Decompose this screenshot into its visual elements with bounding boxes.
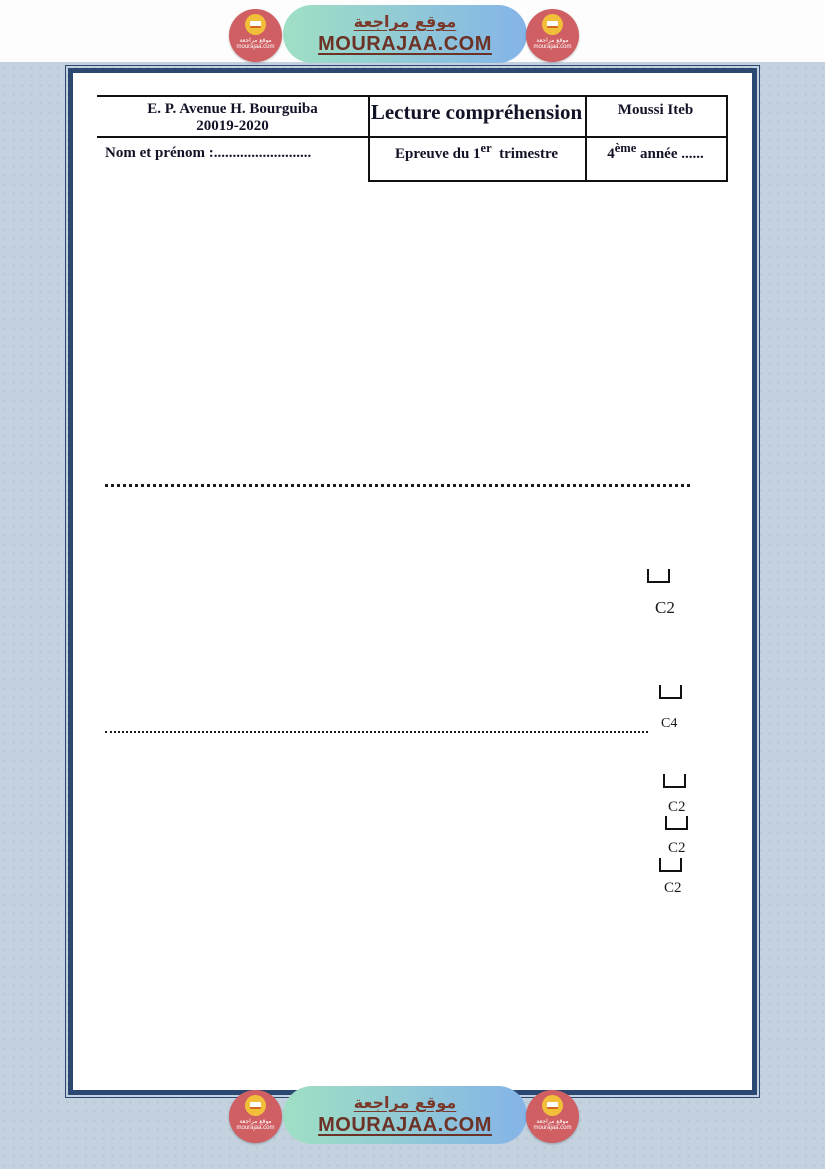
qb-score bbox=[661, 716, 677, 732]
bottom-left-badge bbox=[229, 1090, 282, 1143]
banner-site-link[interactable]: MOURAJAA.COM bbox=[318, 1114, 492, 1136]
book-logo-icon bbox=[245, 14, 266, 35]
badge-site-label: mourajaa.com bbox=[236, 44, 275, 50]
q1-score-box bbox=[647, 569, 670, 583]
exam-label: Epreuve du 1 bbox=[394, 146, 481, 162]
badge-site-label: mourajaa.com bbox=[533, 1125, 572, 1131]
q2-score-3 bbox=[664, 880, 682, 897]
q2-score-box-3 bbox=[659, 858, 682, 872]
table-row-divider bbox=[97, 136, 728, 138]
bottom-banner bbox=[283, 1086, 527, 1144]
subject-title: Lecture compréhension bbox=[370, 100, 583, 124]
teacher-name: Moussi Iteb bbox=[617, 102, 694, 118]
qb-answer-line bbox=[105, 731, 648, 733]
q1-score bbox=[655, 598, 675, 618]
grade-label-rest: année ...... bbox=[636, 146, 704, 162]
school-cell bbox=[97, 101, 368, 135]
banner-site-link[interactable]: MOURAJAA.COM bbox=[318, 33, 492, 55]
exam-cell bbox=[368, 141, 585, 163]
q2-score-2 bbox=[668, 840, 686, 857]
grade-superscript: ème bbox=[614, 141, 637, 155]
teacher-cell bbox=[585, 102, 726, 119]
badge-site-label: mourajaa.com bbox=[533, 44, 572, 50]
name-field bbox=[105, 145, 368, 162]
school-year: 20019-2020 bbox=[196, 118, 269, 134]
banner-arabic-title: موقع مراجعة bbox=[353, 12, 457, 31]
bottom-right-badge bbox=[526, 1090, 579, 1143]
table-right-border bbox=[726, 95, 728, 182]
book-logo-icon bbox=[542, 14, 563, 35]
badge-site-label: mourajaa.com bbox=[236, 1125, 275, 1131]
banner-arabic-title: موقع مراجعة bbox=[353, 1093, 457, 1112]
q2-score-1-text: C2 bbox=[668, 799, 686, 815]
name-label: Nom et prénom :.......................... bbox=[105, 145, 312, 161]
dotted-separator bbox=[105, 484, 690, 487]
grade-number: 4 bbox=[607, 146, 615, 162]
school-name: E. P. Avenue H. Bourguiba bbox=[147, 101, 318, 117]
table-top-border bbox=[97, 95, 728, 97]
subject-cell bbox=[368, 100, 585, 125]
qb-score-box bbox=[659, 685, 682, 699]
qb-score-text: C4 bbox=[661, 716, 678, 731]
top-right-badge bbox=[526, 9, 579, 62]
book-logo-icon bbox=[245, 1095, 266, 1116]
exam-superscript: er bbox=[480, 141, 492, 155]
book-logo-icon bbox=[542, 1095, 563, 1116]
badge-arabic-label: موقع مراجعة bbox=[239, 37, 272, 44]
table-bottom-border bbox=[368, 180, 728, 182]
exam-label-rest: trimestre bbox=[491, 146, 559, 162]
grade-cell bbox=[585, 141, 726, 163]
badge-arabic-label: موقع مراجعة bbox=[239, 1118, 272, 1125]
q2-score-1 bbox=[668, 799, 686, 816]
q2-score-3-text: C2 bbox=[664, 880, 682, 896]
q2-score-box-1 bbox=[663, 774, 686, 788]
q2-score-2-text: C2 bbox=[668, 840, 686, 856]
badge-arabic-label: موقع مراجعة bbox=[536, 1118, 569, 1125]
top-left-badge bbox=[229, 9, 282, 62]
top-banner bbox=[283, 5, 527, 63]
q1-score-text: C2 bbox=[655, 598, 675, 617]
q2-score-box-2 bbox=[665, 816, 688, 830]
badge-arabic-label: موقع مراجعة bbox=[536, 37, 569, 44]
